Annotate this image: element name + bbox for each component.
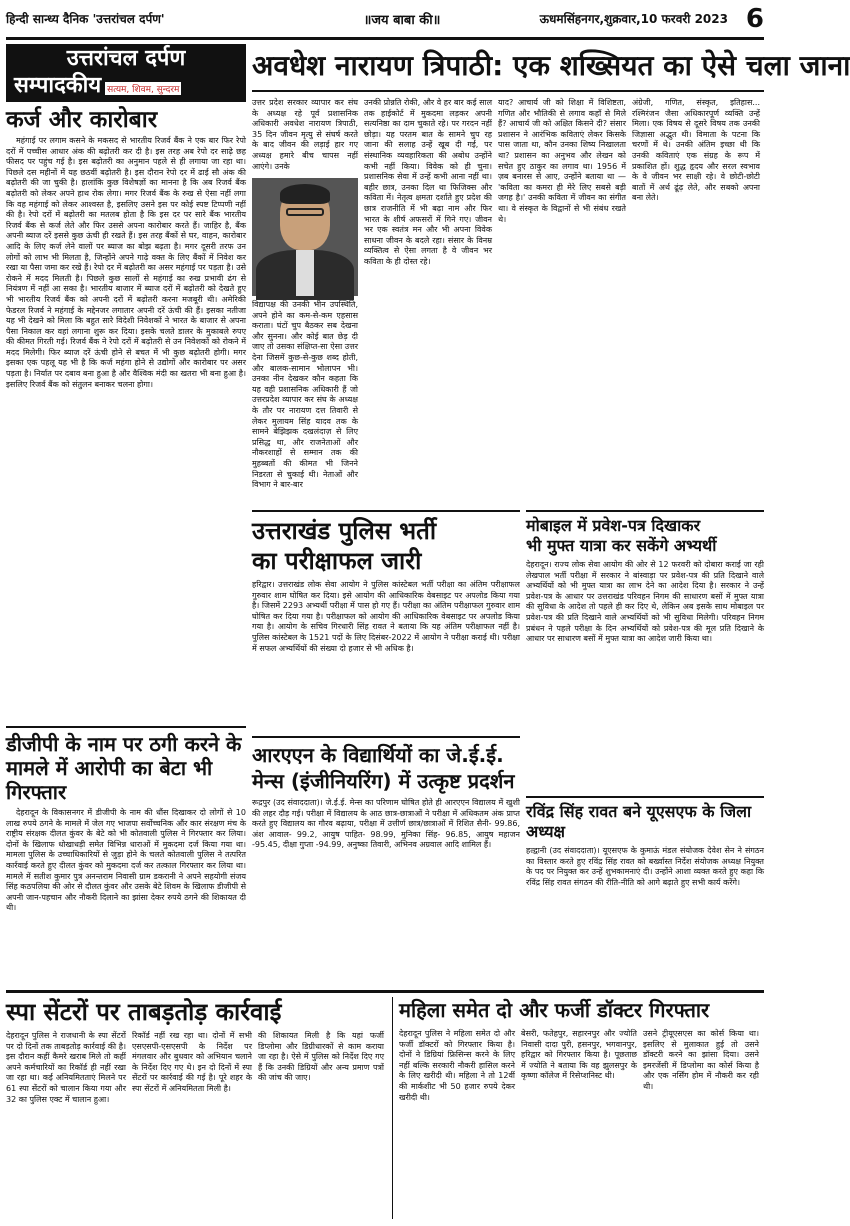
lead-col1-bottom: विद्यापक्ष की उनकी भीन उपस्थिति, अपने होने का कम-से-कम एहसास कराता। घंटों चुप बैठकर सब देखना और सुनना। और कोई बात छेड़ दी जाए तो उसका संक्षिप्त-सा ऐसा उत्तर देना जिसमें कुछ-से-कुछ शब्द होती, और बालक-सामान भोलापन भी। उनका नीन देखकर कौन कहता कि यह वही प्रशासनिक अधिकारी हैं जो उत्तरप्रदेश व्यापार कर संघ के अध्यक्ष के तौर पर नारायण दत्त तिवारी से लेकर मुलायम सिंह यादव तक के सामने बेझिझक दखलंदाज़ से लिए प्रसिद्ध था, और राजनेताओं और नौकरशाहों से सम्मान तक की मुहब्बतों की कीमत भी जिनने निडरता से चुकाई थी। नेताओं और विभाग ने बार-बार: [252, 300, 358, 490]
mobile-story: [526, 510, 764, 988]
lead-col1-top: उत्तर प्रदेश सरकार व्यापार कर संघ के अध्यक्ष रहे पूर्व प्रशासनिक अधिकारी अवधेश नारायण त्रिपाठी, 35 दिन जीवन मृत्यु से संघर्ष करते के बाद जीवन की लड़ाई हार गए अध्यक्ष हमारे बीच चापस नहीं आएंगे। उनके: [252, 98, 358, 171]
masthead-tagline: सत्यम, शिवम, सुन्दरम: [105, 82, 181, 95]
police-headline-line2: का परीक्षाफल जारी: [252, 547, 422, 575]
spa-headline: स्पा सेंटरों पर ताबड़तोड़ कार्रवाई: [6, 998, 282, 1026]
portrait-photo: [252, 178, 358, 296]
doctor-col2: बेसरी, फतेहपुर, सहारनपुर और ज्योति निवासी दादा पुरी, हसनपुर, भगवानपुर, हरिद्वार को गिरफ्तार किया है। पूछताछ में ज्योति ने बताया कि वह झुलसपुर के कृष्णा कॉलेज में रिसेप्शनिस्ट थी।: [521, 1029, 637, 1081]
dgp-headline-line2: मामले में आरोपी का बेटा भी गिरफ्तार: [6, 756, 213, 804]
dgp-story-headline: [6, 726, 246, 808]
dgp-story-text: देहरादून के विकासनगर में डीजीपी के नाम की धौंस दिखाकर दो लोगों से 10 लाख रुपये ठगने के मामले में जेल गए भाजपा सर्वोच्चनिक औंर कार संरक्षण मंच के राष्ट्रीय संरक्षक दीलत कुंवर के बेटे को भी कोतवाली पुलिस ने गिरफ्तार कर लिया। दोनों के खिलाफ धोखाधड़ी समेत विभिन्न धाराओं में मुकदमा दर्ज किया गया था। मामला पुलिस के उच्चाधिकारियों से जुड़ा होने के चलते कोतवाली पुलिस ने तत्परित कार्रवाई करते हुए दीलत कुंवर को मुकदमा दर्ज कर तत्काल गिरफ्तार कर लिया था। मामले में सतीश कुमार पुत्र अनन्तराम निवासी ग्राम डकरानी ने अपने सहयोगी संजय सिंह कठपलिया की ओर से दौलत कुंवर और उसके बेटे शिवम के खिलाफ डीजीपी से अपनी जान-पहचान और नौकरी दिलाने का झांसा देकर रुपये ठगने की शिकायत दी थी।: [6, 808, 246, 913]
mobile-body: देहरादून। राज्य लोक सेवा आयोग की ओर से 12 फरवरी को दोबारा कराई जा रही लेखपाल भर्ती परीक्षा में सरकार ने बांस्वाड़ा पर प्रवेश-पत्र की प्रति दिखाने वाले अभ्यर्थियों को भी मुफ्त यात्रा का लाभ देने का आदेश दिया है। सरकार ने उन्हें प्रवेश-पत्र के आधार पर उत्तराखंड परिवहन निगम की साधारण बसों में मुफ्त यात्रा की सुविधा के आदेश तो पहले ही कर दिए थे, लेकिन अब इसके साथ मोबाइल पर प्रवेश-पत्र की प्रति दिखाने वाले अभ्यर्थियों को भी सुविधा मिलेगी। परिवहन निगम प्रबंधन ने पहले परीक्षा के दिन अभ्यर्थियों को प्रवेश-पत्र की मूल प्रति दिखाने के आधार पर साधारण बसों में मुफ्त यात्रा का आदेश जारी किया था।: [526, 560, 764, 644]
editorial-headline: कर्ज और कारोबार: [6, 107, 158, 133]
dgp-headline-line1: डीजीपी के नाम पर ठगी करने के: [6, 732, 242, 756]
mobile-headline-line1: मोबाइल में प्रवेश-पत्र दिखाकर: [526, 516, 701, 535]
usa-body: हल्द्वानी (उद संवाददाता)। यूएसएफ के कुमाऊं मंडल संयोजक देवेश सेन ने संगठन का विस्तार करते हुए रविंद्र सिंह रावत को बर्ख्वास्त निर्देश संयोजक अध्यक्ष नियुक्त के पद पर नियुक्त कर उन्हें शुभकामनाएं दी। उन्होंने आशा व्यक्त करते हुए कहा कि रविंद्र सिंह रावत संगठन की रीति-नीति को आगे बढ़ाते हुए सभी कार्य करेंगे।: [526, 846, 764, 887]
lead-headline: अवधेश नारायण त्रिपाठी: एक शख्सियत का ऐसे चला जाना: [252, 44, 764, 92]
lead-col2: उनकी प्रोन्नति रोकी, और वे हर बार कई साल तक हाईकोर्ट में मुकदमा लड़कर अपनी सत्यनिष्ठा का दाम चुकाते रहे। पर गरदन नहीं छोड़ा। यह परतम बात के सामने चुप रह जाना की सलाह उन्हें खूब दी गई, पर संस्थानिक व्यवहारिकता की अबोध उन्होंने कभी नहीं किया। विवेक को ही चुना। प्रशासनिक सेवा में उन्हें कभी आना नहीं था। बहीर छात्र, उनका दिल था फिजिक्स और कविता में। नेतृत्व क्षमता दर्शाते हुए प्रदेश की छात्र राजनीति में भी बढ़ा नाम और फिर भारत के शीर्ष अफसरों में गिने गए। जीवन भर एक स्वतंत्र मन और भी अपना विवेक साधना जीवन के बदले रहा। संसार के विनम्र व्यक्तित्व से ऐसा लगता है वे जीवन भर कविता के ही दोस्त रहे।: [364, 98, 492, 266]
editorial-body: [6, 136, 246, 726]
iit-body: रूद्रपुर (उद संवाददाता)। जे.ई.ई. मेन्स का परिणाम घोषित होते ही आरएएन विद्यालय में खुशी की लहर दौड़ गई। परीक्षा में विद्यालय के आठ छात्र-छात्राओं ने परीक्षा में अधिकतम अंक प्राप्त करते हुए विद्यालय का गौरव बढ़ाया, परीक्षा में उत्तीर्ण छात्र/छात्राओं में रिशित सैनी- 99.86, अंश आवाल- 99.2, आयुष पाहित- 98.99, मुनिका सिंह- 96.85, आयुष महाजन -95.45, दीक्षा गुप्ता -94.99, अनुष्का तिवारी, अभिनव अग्रवाल आदि शामिल हैं।: [252, 798, 520, 850]
header-motto: ॥जय बाबा की॥: [363, 12, 441, 28]
lead-col4: अंग्रेजी, गणित, संस्कृत, इतिहास... रश्मिरंजन जैसा अधिकारपूर्ण व्यक्ति उन्हें मिला। एक विषय से दूसरे विषय तक उनकी जिज्ञासा अद्भुत थी। विमाता के पटना कि चरणों में थे। उनकी अंतिम इच्छा थी कि उनकी कविताएं एक संग्रह के रूप में प्रकाशित हों। शुद्ध हृदय और सरल स्वभाव के वे जीवन भर साक्षी रहे। वे छोटी-छोटी बातों में अर्थ ढूंढ़ लेते, और सबको अपना बना लेते।: [632, 98, 760, 203]
page-header: [6, 0, 764, 40]
lead-col3: याद? आचार्य जी को शिक्षा में विशिष्टता, गणित और भौतिकी से लगाव कहाँ से मिले हैं? आचार्य जी को अक्षित किसने दी? संसार प्रशासन ने आरंभिक कविताएं लेकर किसके पास जाता था, कौन उनका शिष्य निखालता था? प्रशासन का अनुभव और लेखन को सचेत हुए ठाकुर का लगाव था। 1956 में ज़ब बनारस से आए, उन्होंने बताया था — 'कविता का कमरा ही मेरे लिए सबसे बड़ी जगह है।' उनकी कविता में जीवन का संगीत था। वे संस्कृत के विद्वानों से भी संबंध रखते थे।: [498, 98, 626, 224]
mobile-headline-line2: भी मुफ्त यात्रा कर सकेंगे अभ्यर्थी: [526, 536, 717, 555]
doctor-col1: देहरादून पुलिस ने महिला समेत दो और फर्जी डॉक्टरों को गिरफ्तार किया है। दोनों ने डिग्रियां फ्रिसिन्स करने के लिए नहीं बल्कि सरकारी नौकरी हासिल करने के लिए खरीदी थी। महिला ने तो 12वीं की मार्कशीट भी 50 हजार रुपये देकर खरीदी थी।: [399, 1029, 515, 1102]
lead-story: [252, 98, 764, 503]
usa-headline: रविंद्र सिंह रावत बने यूएसएफ के जिला अध्यक्ष: [526, 796, 764, 842]
editorial-label: सम्पादकीय: [14, 73, 102, 98]
spa-story: [6, 997, 384, 1219]
spa-col1: देहरादून पुलिस ने राजधानी के स्पा सेंटरों पर दो दिनों तक ताबड़तोड़ कार्रवाई की है। इस दौरान कहीं कैमरे खराब मिले तो कहीं अपने कर्मचारियों का रिकॉर्ड ही नहीं रखा जा रहा था। कई अनियमितताएं मिलने पर 61 स्पा सेंटरों को चालान किया गया और 32 का पुलिस एक्ट में चालान हुआ।: [6, 1031, 126, 1104]
bottom-stories: [6, 990, 764, 1222]
police-headline-line1: उत्तराखंड पुलिस भर्ती: [252, 517, 437, 545]
iit-headline: आरएएन के विद्यार्थियों का जे.ई.ई. मेन्स (इंजीनियरिंग) में उत्कृष्ट प्रदर्शन: [252, 736, 520, 794]
spa-col2: रिकॉर्ड नहीं रख रहा था। दोनों में सभी एसएसपी-एसएसपी के निर्देश पर मंगलवार और बुधवार को अभियान चलाने के निर्देश दिए गए थे। इन दो दिनों में स्पा सेंटरों पर कार्रवाई की गई है। पूरे शहर के स्पा सेंटरों में अनियमितता मिली है।: [132, 1031, 252, 1093]
police-body: हरिद्वार। उत्तराखंड लोक सेवा आयोग ने पुलिस कांस्टेबल भर्ती परीक्षा का अंतिम परीक्षाफल गुरुवार शाम घोषित कर दिया। इसे आयोग की आधिकारिक वेबसाइट पर अपलोड किया गया है। जिसमें 2293 अभ्यर्थी परीक्षा में पास हो गए हैं। परीक्षा का अंतिम परीक्षाफल गुरुवार शाम घोषित कर दिया गया है। परीक्षाफल को आयोग की आधिकारिक वेबसाइट पर अपलोड किया गया है। आयोग के सचिव गिरधारी सिंह रावत ने बताया कि यह अंतिम परीक्षाफल नहीं है। पुलिस कांस्टेबल के 1521 पदों के लिए दिसंबर-2022 में आयोग ने परीक्षा कराई थी। परीक्षा में सफल अभ्यर्थियों की संख्या दो हजार से भी अधिक है।: [252, 580, 520, 653]
publication-name: हिन्दी सान्ध्य दैनिक 'उत्तरांचल दर्पण': [6, 12, 165, 26]
masthead-title: उत्तरांचल दर्पण: [66, 46, 186, 71]
doctor-headline: महिला समेत दो और फर्जी डॉक्टर गिरफ्तार: [399, 998, 710, 1022]
editorial-text: महंगाई पर लगाम कसने के मकसद से भारतीय रिजर्व बैंक ने एक बार फिर रेपो दरों में पच्चीस आधार अंक की बढ़ोतरी कर दी है। इस तरह अब रेपो दर साढ़े छह फीसद पर पहुंच गई है। इस बढ़ोतरी का अनुमान पहले से ही लगाया जा रहा था। पिछले दस महीनों में यह छठवीं बढ़ोतरी है। इस दौरान रेपो दर में ढाई सौ अंक की बढ़ोतरी की जा चुकी है। हालांकि कुछ विशेषज्ञों का मानना है कि अब रिजर्व बैंक बढ़ोतरी को लेकर अपने हाथ रोक लेगा। मगर रिजर्व बैंक के रुख से ऐसा नहीं लगा कि वह महंगाई को लेकर आश्वस्त है, इसलिए उसने इस पर कोई स्पष्ट टिप्पणी नहीं की है। रेपो दरों में बढ़ोतरी का मतलब होता है कि इस दर पर सारे बैंक भारतीय रिजर्व बैंक से कर्ज लेते और फिर उससे अपना कारोबार करते हैं। जाहिर है, बैंक अपनी ब्याज दरें इससे कुछ ऊंची ही रखते हैं। इस तरह बैंकों से घर, वाहन, कारोबार आदि के लिए कर्ज लेने वालों पर ब्याज का बोझ बढ़ता है। मगर दूसरी तरफ उन लोगों को लाभ भी मिलता है, जिन्होंने अपने गाढ़े वक्त के लिए बैंकों में निवेश कर रखा या पैसा जमा कर रखे हैं। रेपो दर में बढ़ोतरी का असर महंगाई पर पड़ता है। उसे रोकने में मदद मिलती है। पिछले कुछ सालों से महंगाई का रुख प्रभावी ढंग से नियंत्रण में नहीं आ सका है। भारतीय बाजार में ब्याज दरों में बढ़ोतरी को देखते हुए भी भारतीय रिजर्व बैंक को अपनी दरों में बढ़ोतरी करना मजबूरी थी। अमेरिकी फेडरल रिजर्व ने महंगाई के मद्देनजर लगातार अपनी दरें ऊंची की हैं। इसका नतीजा यह भी देखने को मिला कि बहुत सारे विदेशी निवेशकों ने भारत के बाजार से अपना पैसा निकाल कर वहां लगाना शुरू कर दिया। इसके चलते डालर के मुकाबले रुपए की कीमत गिरती गई। रिजर्व बैंक ने रेपो दरों में बढ़ोतरी से उन निवेशकों को रोकने में मदद मिलेगी। फिर ब्याज दरें ऊंची होने से बचत में भी कुछ बढ़ोतरी होगी। मगर इसका एक पहलू यह भी है कि कर्ज महंगा होने से उद्योगों और कारोबार पर असर पड़ता है। निर्यात पर दबाव बना हुआ है और वैश्विक मंदी का खतरा भी बना हुआ है। इसलिए रिजर्व बैंक को संतुलन बनाकर चलना होगा।: [6, 136, 246, 389]
doctor-story: [392, 997, 764, 1219]
dateline: ऊधमसिंहनगर,शुक्रवार,10 फरवरी 2023: [539, 12, 728, 26]
page-number: 6: [745, 3, 764, 34]
doctor-col3: उसने ट्रीयूएसएस का कोर्स किया था। इसलिए से मुलाकात हुई तो उसने डॉक्टरी करने का झांसा दिया। उसने इमरजेंसी में डिप्लोमा का कोर्स किया है और एक नर्सिंग होम में नौकरी कर रही थी।: [643, 1029, 759, 1091]
spa-col3: की शिकायत मिली है कि यहां फर्जी डिप्लोमा और डिग्रीधारकों से काम कराया जा रहा है। ऐसे में पुलिस को निर्देश दिए गए हैं कि उनकी डिग्रियों और अन्य प्रमाण पत्रों की जांच की जाए।: [258, 1031, 384, 1083]
editorial-masthead: [6, 44, 246, 102]
police-story: [252, 510, 520, 988]
